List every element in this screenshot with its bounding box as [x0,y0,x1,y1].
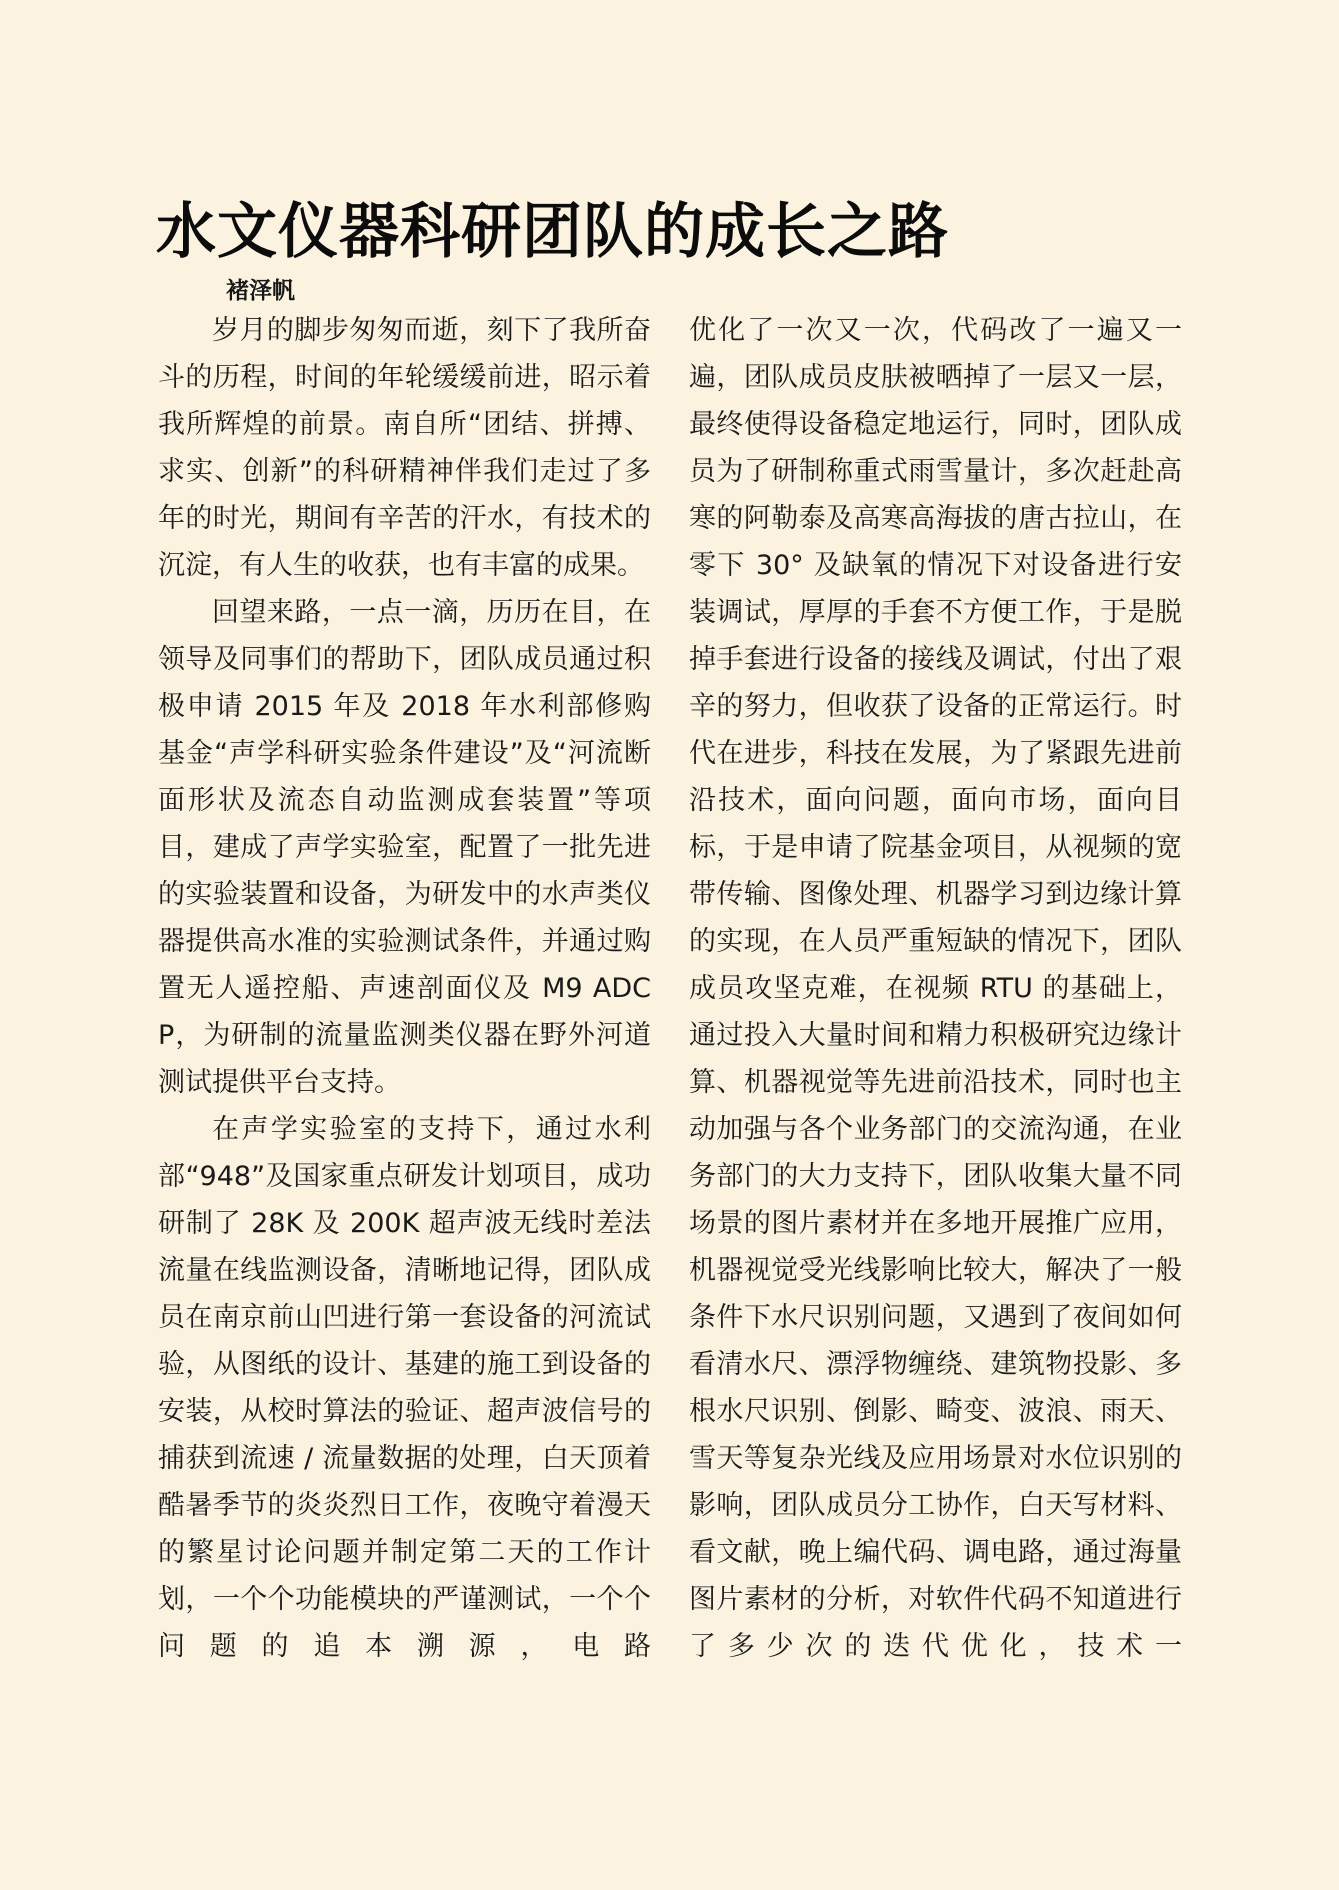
right-column [689,307,1182,1670]
left-column [158,307,651,1670]
paragraph-1: 岁月的脚步匆匆而逝，刻下了我所奋斗的历程，时间的年轮缓缓前进，昭示着我所辉煌的前景。南自所“团结、拼搏、求实、创新”的科研精神伴我们走过了多年的时光，期间有辛苦的汗水，有技术的沉淀，有人生的收获，也有丰富的成果。 [158,315,651,581]
paragraph-3-continued: 优化了一次又一次，代码改了一遍又一遍，团队成员皮肤被晒掉了一层又一层，最终使得设备稳定地运行，同时，团队成员为了研制称重式雨雪量计，多次赶赴高寒的阿勒泰及高寒高海拔的唐古拉山，在零下 30° 及缺氧的情况下对设备进行安装调试，厚厚的手套不方便工作，于是脱掉手套进行设备的接线及调试，付出了艰辛的努力，但收获了设备的正常运行。时代在进步，科技在发展，为了紧跟先进前沿技术，面向问题，面向市场，面向目标，于是申请了院基金项目，从视频的宽带传输、图像处理、机器学习到边缘计算的实现，在人员严重短缺的情况下，团队成员攻坚克难，在视频 RTU 的基础上，通过投入大量时间和精力积极研究边缘计算、机器视觉等先进前沿技术，同时也主动加强与各个业务部门的交流沟通，在业务部门的大力支持下，团队收集大量不同场景的图片素材并在多地开展推广应用，机器视觉受光线影响比较大，解决了一般条件下水尺识别问题，又遇到了夜间如何看清水尺、漂浮物缠绕、建筑物投影、多根水尺识别、倒影、畸变、波浪、雨天、雪天等复杂光线及应用场景对水位识别的影响，团队成员分工协作，白天写材料、看文献，晚上编代码、调电路，通过海量图片素材的分析，对软件代码不知道进行了多少次的迭代优化，技术一 [689,315,1182,1662]
paragraph-3: 在声学实验室的支持下，通过水利部“948”及国家重点研发计划项目，成功研制了 28K 及 200K 超声波无线时差法流量在线监测设备，清晰地记得，团队成员在南京前山凹进行第一套设备的河流试验，从图纸的设计、基建的施工到设备的安装，从校时算法的验证、超声波信号的捕获到流速 / 流量数据的处理，白天顶着酷暑季节的炎炎烈日工作，夜晚守着漫天的繁星讨论问题并制定第二天的工作计划，一个个功能模块的严谨测试，一个个问题的追本溯源，电路 [158,1114,651,1662]
paragraph-2: 回望来路，一点一滴，历历在目，在领导及同事们的帮助下，团队成员通过积极申请 2015 年及 2018 年水利部修购基金“声学科研实验条件建设”及“河流断面形状及流态自动监测成套装置”等项目，建成了声学实验室，配置了一批先进的实验装置和设备，为研发中的水声类仪器提供高水准的实验测试条件，并通过购置无人遥控船、声速剖面仪及 M9 ADCP，为研制的流量监测类仪器在野外河道测试提供平台支持。 [158,597,651,1098]
article-title: 水文仪器科研团队的成长之路 [156,197,949,267]
article-author: 褚泽帆 [226,277,295,304]
